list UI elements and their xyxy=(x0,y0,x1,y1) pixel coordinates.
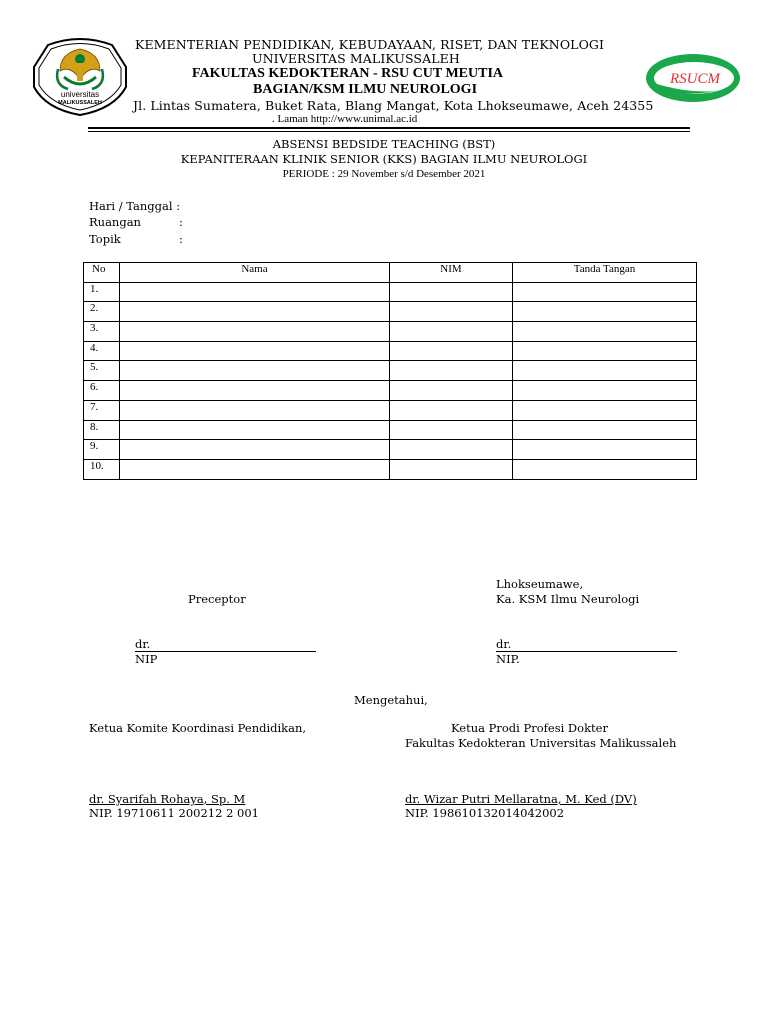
header-nama: Nama xyxy=(120,263,390,283)
header-website: . Laman http://www.unimal.ac.id xyxy=(272,113,418,125)
row-number: 2. xyxy=(84,302,120,322)
header-no: No xyxy=(84,263,120,283)
nama-cell[interactable] xyxy=(120,322,390,342)
nim-cell[interactable] xyxy=(390,341,513,361)
prodi-title: Ketua Prodi Profesi Dokter xyxy=(451,721,608,735)
row-number: 9. xyxy=(84,440,120,460)
committee-title: Ketua Komite Koordinasi Pendidikan, xyxy=(89,721,307,735)
table-row xyxy=(84,459,697,479)
committee-nip: NIP. 19710611 200212 2 001 xyxy=(89,806,259,820)
logo-text-universitas: universitas xyxy=(60,90,100,99)
nim-cell[interactable] xyxy=(390,459,513,479)
row-number: 5. xyxy=(84,361,120,381)
nama-cell[interactable] xyxy=(120,381,390,401)
nim-cell[interactable] xyxy=(390,361,513,381)
header-ministry: KEMENTERIAN PENDIDIKAN, KEBUDAYAAN, RISET, DAN TEKNOLOGI xyxy=(135,37,605,52)
field-date-label: Hari / Tanggal : xyxy=(89,199,181,213)
doc-period: PERIODE : 29 November s/d Desember 2021 xyxy=(282,168,486,180)
row-number: 1. xyxy=(84,282,120,302)
row-number: 7. xyxy=(84,400,120,420)
rsucm-logo-text: RSUCM xyxy=(670,71,720,87)
prodi-nip: NIP. 198610132014042002 xyxy=(405,806,565,820)
table-row xyxy=(84,282,697,302)
preceptor-nip: NIP xyxy=(135,652,158,666)
header-department: BAGIAN/KSM ILMU NEUROLOGI xyxy=(253,82,478,97)
nim-cell[interactable] xyxy=(390,381,513,401)
acknowledged-label: Mengetahui, xyxy=(354,693,428,707)
header-rule-thick xyxy=(88,127,690,129)
field-topic-label: Topik xyxy=(89,232,121,246)
field-topic-colon: : xyxy=(179,232,183,246)
row-number: 6. xyxy=(84,381,120,401)
nama-cell[interactable] xyxy=(120,440,390,460)
head-dr-prefix: dr. xyxy=(496,637,512,651)
nama-cell[interactable] xyxy=(120,361,390,381)
header-rule-thin xyxy=(88,131,690,132)
table-row xyxy=(84,341,697,361)
field-room-colon: : xyxy=(179,215,183,229)
nim-cell[interactable] xyxy=(390,302,513,322)
preceptor-label: Preceptor xyxy=(188,592,246,606)
signature-cell[interactable] xyxy=(513,282,697,302)
nama-cell[interactable] xyxy=(120,400,390,420)
table-row xyxy=(84,420,697,440)
nama-cell[interactable] xyxy=(120,420,390,440)
table-row xyxy=(84,440,697,460)
table-header-row xyxy=(84,263,697,283)
signature-cell[interactable] xyxy=(513,322,697,342)
row-number: 4. xyxy=(84,341,120,361)
signature-cell[interactable] xyxy=(513,302,697,322)
table-row xyxy=(84,381,697,401)
doc-title: ABSENSI BEDSIDE TEACHING (BST) xyxy=(272,137,496,151)
row-number: 10. xyxy=(84,459,120,479)
signature-cell[interactable] xyxy=(513,341,697,361)
signature-cell[interactable] xyxy=(513,459,697,479)
signature-cell[interactable] xyxy=(513,420,697,440)
attendance-table xyxy=(83,262,697,480)
rsucm-logo xyxy=(644,52,742,104)
nim-cell[interactable] xyxy=(390,420,513,440)
table-row xyxy=(84,302,697,322)
head-ksm-label: Ka. KSM Ilmu Neurologi xyxy=(496,592,640,606)
header-university: UNIVERSITAS MALIKUSSALEH xyxy=(252,51,460,66)
prodi-name: dr. Wizar Putri Mellaratna, M. Ked (DV) xyxy=(405,792,637,806)
head-nip: NIP. xyxy=(496,652,520,666)
universitas-malikussaleh-logo xyxy=(30,29,130,119)
header-address: Jl. Lintas Sumatera, Buket Rata, Blang Mangat, Kota Lhokseumawe, Aceh 24355 xyxy=(133,98,654,113)
signature-cell[interactable] xyxy=(513,400,697,420)
signature-cell[interactable] xyxy=(513,381,697,401)
field-room-label: Ruangan xyxy=(89,215,141,229)
nim-cell[interactable] xyxy=(390,282,513,302)
prodi-faculty: Fakultas Kedokteran Universitas Malikussaleh xyxy=(405,736,677,750)
header-tanda-tangan: Tanda Tangan xyxy=(513,263,697,283)
nama-cell[interactable] xyxy=(120,282,390,302)
nim-cell[interactable] xyxy=(390,400,513,420)
nama-cell[interactable] xyxy=(120,459,390,479)
nim-cell[interactable] xyxy=(390,440,513,460)
table-row xyxy=(84,322,697,342)
doc-subtitle: KEPANITERAAN KLINIK SENIOR (KKS) BAGIAN ILMU NEUROLOGI xyxy=(180,152,588,166)
preceptor-dr-prefix: dr. xyxy=(135,637,151,651)
row-number: 3. xyxy=(84,322,120,342)
signature-cell[interactable] xyxy=(513,440,697,460)
nama-cell[interactable] xyxy=(120,302,390,322)
header-faculty: FAKULTAS KEDOKTERAN - RSU CUT MEUTIA xyxy=(192,66,504,81)
preceptor-signature-line[interactable] xyxy=(135,651,316,652)
head-signature-line[interactable] xyxy=(496,651,677,652)
logo-text-malikussaleh: MALIKUSSALEH xyxy=(58,100,102,106)
table-row xyxy=(84,361,697,381)
signature-cell[interactable] xyxy=(513,361,697,381)
row-number: 8. xyxy=(84,420,120,440)
sign-place: Lhokseumawe, xyxy=(496,577,584,591)
nim-cell[interactable] xyxy=(390,322,513,342)
header-nim: NIM xyxy=(390,263,513,283)
table-row xyxy=(84,400,697,420)
nama-cell[interactable] xyxy=(120,341,390,361)
committee-name: dr. Syarifah Rohaya, Sp. M xyxy=(89,792,246,806)
